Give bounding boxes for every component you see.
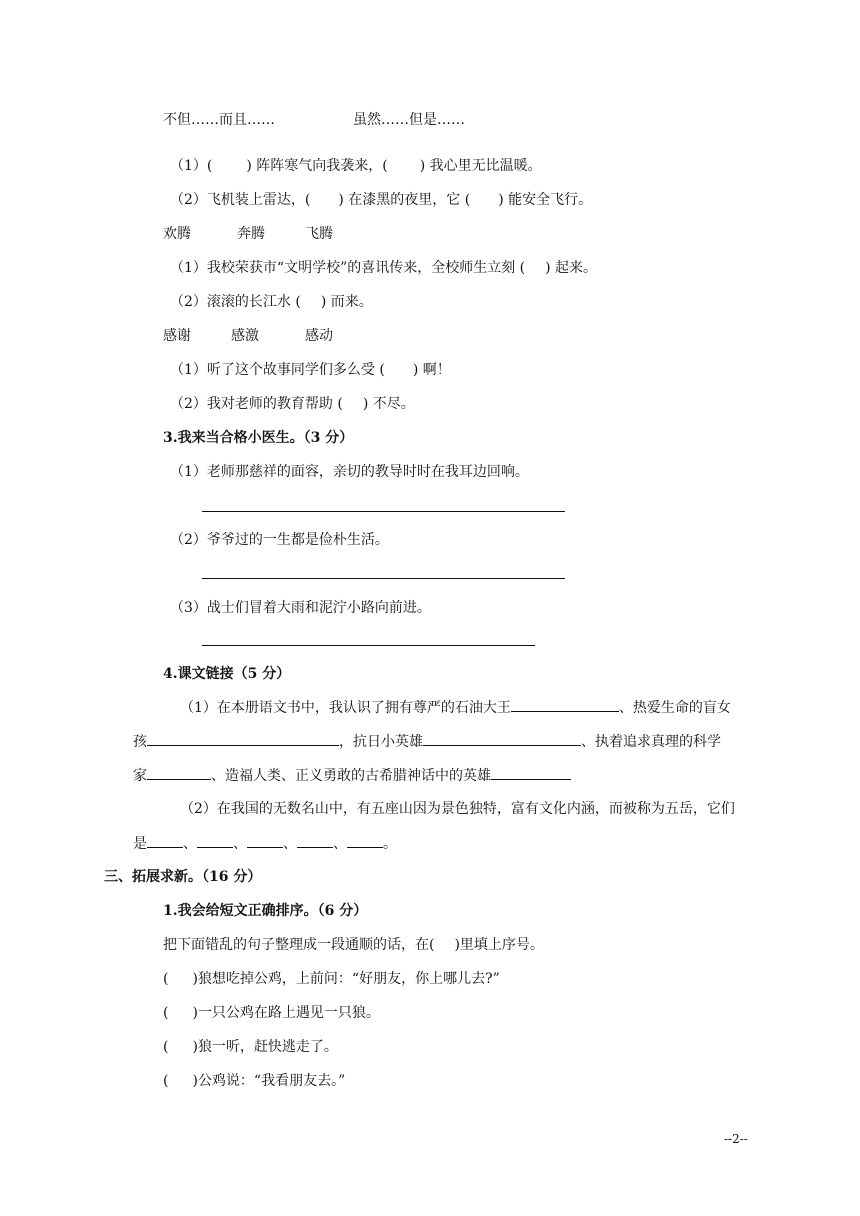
section-3-title: 3.我来当合格小医生。（3 分）	[163, 430, 354, 446]
ordering-item-4: ( )公鸡说：“我看朋友去。”	[163, 1073, 346, 1089]
s4-p1-line1: （1）在本册语文书中，我认识了拥有尊严的石油大王 、热爱生命的盲女	[180, 697, 731, 718]
conjunction-options	[163, 110, 465, 130]
s3-item-3: （3）战士们冒着大雨和泥泞小路向前进。	[170, 600, 431, 616]
conjunction-option-2: 虽然……但是……	[353, 112, 465, 128]
answer-line-2[interactable]	[202, 578, 565, 579]
fill-blank[interactable]	[423, 731, 581, 746]
fill-blank[interactable]	[147, 765, 211, 780]
word-question-3: （1）听了这个故事同学们多么受 ( ) 啊！	[170, 362, 451, 378]
word-question-1: （1）我校荣获市“文明学校”的喜讯传来，全校师生立刻 ( ) 起来。	[170, 260, 598, 276]
fill-blank[interactable]	[511, 697, 619, 712]
word-options-2: 感谢 感激 感动	[163, 328, 333, 344]
answer-line-3[interactable]	[202, 645, 535, 646]
conj-question-2: （2）飞机装上雷达，( ) 在漆黑的夜里，它 ( ) 能安全飞行。	[170, 192, 593, 208]
ordering-item-1: ( )狼想吃掉公鸡，上前问：“好朋友，你上哪儿去?”	[163, 971, 500, 987]
ordering-instruction: 把下面错乱的句子整理成一段通顺的话，在( )里填上序号。	[163, 937, 544, 953]
fill-blank[interactable]	[247, 833, 283, 848]
ordering-item-3: ( )狼一听，赶快逃走了。	[163, 1039, 338, 1055]
fill-blank[interactable]	[147, 731, 339, 746]
s4-p1-line2: 孩 ，抗日小英雄 、执着追求真理的科学	[133, 731, 721, 752]
word-question-4: （2）我对老师的教育帮助 ( ) 不尽。	[170, 396, 415, 412]
fill-blank[interactable]	[491, 765, 571, 780]
page-number: --2--	[724, 1132, 748, 1146]
word-options-1: 欢腾 奔腾 飞腾	[163, 226, 333, 242]
section-4-title: 4.课文链接（5 分）	[163, 666, 291, 682]
s4-p2-line2: 是 、 、 、 、 。	[133, 833, 397, 854]
conjunction-option-1: 不但……而且……	[163, 112, 275, 128]
fill-blank[interactable]	[197, 833, 233, 848]
fill-blank[interactable]	[347, 833, 383, 848]
ordering-item-2: ( )一只公鸡在路上遇见一只狼。	[163, 1005, 380, 1021]
answer-line-1[interactable]	[202, 511, 565, 512]
section-three-subtitle: 1.我会给短文正确排序。（6 分）	[163, 903, 368, 919]
word-question-2: （2）滚滚的长江水 ( ) 而来。	[170, 294, 373, 310]
s3-item-2: （2）爷爷过的一生都是俭朴生活。	[170, 532, 389, 548]
section-three-title: 三、拓展求新。（16 分）	[104, 869, 262, 885]
fill-blank[interactable]	[147, 833, 183, 848]
conj-question-1: （1）( ) 阵阵寒气向我袭来，( ) 我心里无比温暖。	[170, 158, 542, 174]
fill-blank[interactable]	[297, 833, 333, 848]
s4-p1-line3: 家 、造福人类、正义勇敢的古希腊神话中的英雄	[133, 765, 571, 786]
s4-p2-line1: （2）在我国的无数名山中，有五座山因为景色独特，富有文化内涵，而被称为五岳，它们	[180, 801, 735, 817]
s3-item-1: （1）老师那慈祥的面容，亲切的教导时时在我耳边回响。	[170, 464, 529, 480]
